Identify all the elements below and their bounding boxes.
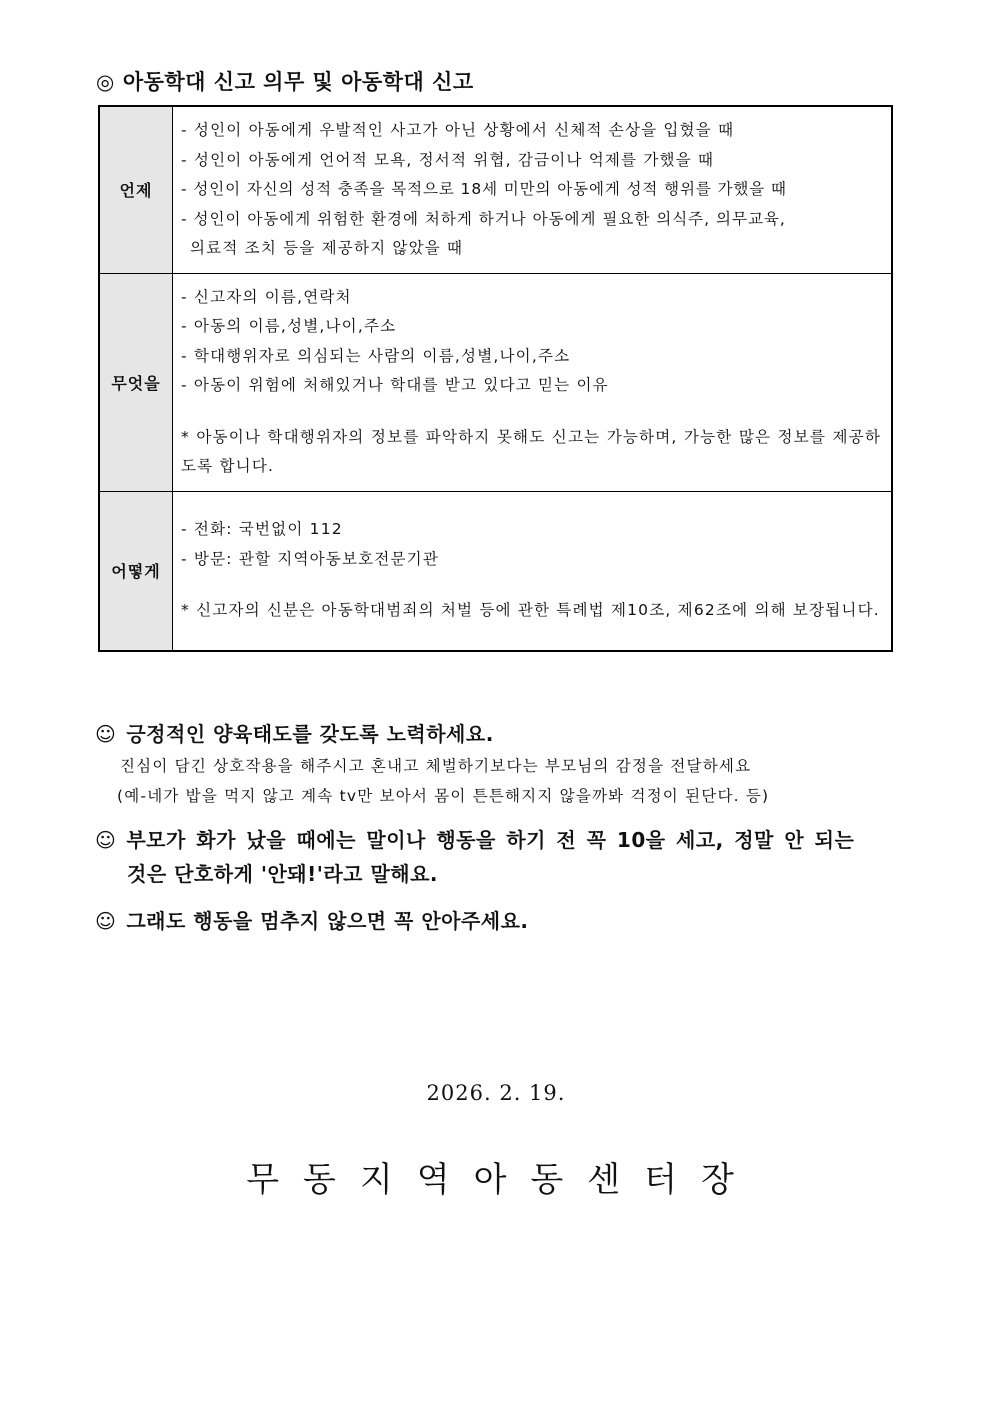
when-line: - 성인이 자신의 성적 충족을 목적으로 18세 미만의 아동에게 성적 행위를 가했을 때 — [181, 180, 787, 198]
row-head-what: 무엇을 — [99, 273, 173, 491]
what-line: - 학대행위자로 의심되는 사람의 이름,성별,나이,주소 — [181, 346, 571, 365]
issue-date: 2026. 2. 19. — [426, 1081, 566, 1105]
row-head-how: 어떻게 — [99, 491, 173, 651]
how-note: * 신고자의 신분은 아동학대범죄의 처벌 등에 관한 특례법 제10조, 제62조에 의해 보장됩니다. — [181, 601, 880, 620]
tip-line-text: 부모가 화가 났을 때에는 말이나 행동을 하기 전 꼭 10을 세고, 정말 안 되는 — [126, 828, 855, 852]
when-line: 의료적 조치 등을 제공하지 않았을 때 — [190, 239, 464, 257]
what-note: * 아동이나 학대행위자의 정보를 파악하지 못해도 신고는 가능하며, 가능한 많은 정보를 제공하도록 합니다. — [181, 427, 881, 475]
row-head-when: 언제 — [99, 106, 173, 273]
row-body-when — [173, 106, 893, 273]
tip-item — [95, 823, 905, 891]
when-line: - 성인이 아동에게 언어적 모욕, 정서적 위협, 감금이나 억제를 가했을 때 — [181, 150, 715, 169]
row-body-what — [173, 273, 893, 491]
when-line: - 성인이 아동에게 위험한 환경에 처하게 하거나 아동에게 필요한 의식주, 의무교육, — [181, 209, 786, 228]
smiley-icon: ☺ — [95, 828, 117, 852]
tip-detail: 진심이 담긴 상호작용을 해주시고 혼내고 체벌하기보다는 부모님의 감정을 전달하세요 — [120, 757, 752, 775]
what-line: - 아동이 위험에 처해있거나 학대를 받고 있다고 믿는 이유 — [181, 376, 609, 394]
table-row — [99, 106, 892, 273]
table-row — [99, 491, 892, 651]
smiley-icon: ☺ — [95, 722, 117, 746]
report-info-table — [98, 105, 893, 652]
tip-title-text: 그래도 행동을 멈추지 않으면 꼭 안아주세요. — [126, 909, 529, 933]
what-line: - 신고자의 이름,연락처 — [181, 287, 352, 306]
section-title — [96, 66, 474, 96]
tip-title — [95, 718, 905, 747]
when-line: - 성인이 아동에게 우발적인 사고가 아닌 상황에서 신체적 손상을 입혔을 때 — [181, 121, 735, 139]
signature-center-director: 무동지역아동센터장 — [246, 1160, 758, 1200]
parenting-tips — [95, 708, 905, 934]
tip-item — [95, 905, 905, 934]
tip-title-text: 긍정적인 양육태도를 갖도록 노력하세요. — [126, 722, 494, 746]
how-line: - 방문: 관할 지역아동보호전문기관 — [181, 549, 440, 568]
what-line: - 아동의 이름,성별,나이,주소 — [181, 317, 397, 335]
tip-example: (예-네가 밥을 먹지 않고 계속 tv만 보아서 몸이 튼튼해지지 않을까봐 걱정이 된단다. 등) — [117, 787, 770, 805]
tip-line — [95, 823, 905, 857]
section-title-text: 아동학대 신고 의무 및 아동학대 신고 — [122, 70, 474, 94]
smiley-icon: ☺ — [95, 909, 117, 933]
how-line: - 전화: 국번없이 112 — [181, 520, 343, 539]
tip-title — [95, 905, 905, 934]
row-body-how — [173, 491, 893, 651]
table-row — [99, 273, 892, 491]
double-circle-icon: ◎ — [96, 70, 115, 94]
tip-item — [95, 718, 905, 811]
tip-line-continued: 것은 단호하게 '안돼!'라고 말해요. — [127, 862, 439, 886]
